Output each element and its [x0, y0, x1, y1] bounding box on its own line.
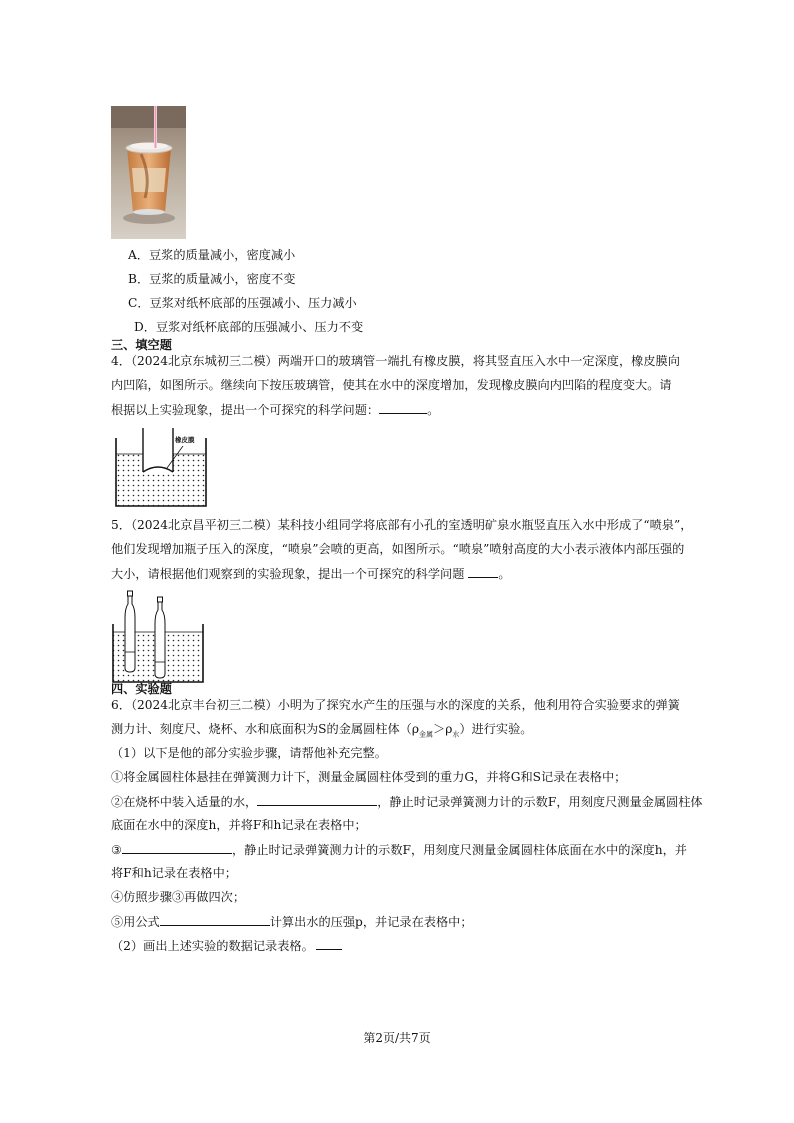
q4-tube-figure	[111, 428, 211, 508]
q3-option-c: C．豆浆对纸杯底部的压强减小、压力减小	[128, 296, 357, 310]
q6-step-5	[111, 913, 473, 930]
q4-line-3	[111, 401, 439, 418]
q4-line-2: 内凹陷，如图所示。继续向下按压玻璃管，使其在水中的深度增加，发现橡皮膜向内凹陷的程度变大。请	[111, 378, 672, 392]
q6-step-3	[111, 841, 687, 858]
q6-step-2-text: ②在烧杯中装入适量的水，	[111, 795, 258, 809]
q6-step-2-end: ，静止时记录弹簧测力计的示数F，用刻度尺测量金属圆柱体	[377, 795, 703, 809]
rho-water-subscript: 水	[452, 730, 460, 739]
q6-line-1: 6．（2024北京丰台初三二模）小明为了探究水产生的压强与水的深度的关系，他利用符合实验要求的弹簧	[111, 698, 680, 712]
q6-line-2-text: 测力计、刻度尺、烧杯、水和底面积为S的金属圆柱体（ρ	[111, 722, 420, 736]
rho-metal-subscript: 金属	[419, 730, 434, 739]
q6-step-3-end: ，静止时记录弹簧测力计的示数F，用刻度尺测量金属圆柱体底面在水中的深度h，并	[231, 843, 687, 857]
q6-line-2-end: ）进行实验。	[459, 722, 533, 736]
q6-step-3-blank[interactable]	[122, 841, 232, 854]
q6-table-blank[interactable]	[316, 937, 342, 950]
section-4-heading: 四、实验题	[111, 682, 172, 696]
q6-step-5-end: 计算出水的压强p，并记录在表格中；	[269, 915, 473, 929]
q6-step-5-text: ⑤用公式	[111, 915, 160, 929]
page-number: 第2页/共7页	[363, 1031, 431, 1045]
q5-line-3-end: 。	[498, 567, 511, 581]
q3-option-b: B．豆浆的质量减小，密度不变	[128, 272, 296, 286]
q6-part-2	[111, 937, 342, 954]
q3-option-d: D．豆浆对纸杯底部的压强减小、压力不变	[134, 320, 364, 334]
q6-step-3-marker: ③	[111, 843, 122, 857]
q5-answer-blank[interactable]	[468, 565, 498, 578]
q6-step-1: ①将金属圆柱体悬挂在弹簧测力计下，测量金属圆柱体受到的重力G，并将G和S记录在表格中；	[111, 770, 627, 784]
q6-step-5-blank[interactable]	[160, 913, 270, 926]
q4-line-3-end: 。	[427, 403, 440, 417]
q5-line-1: 5．（2024北京昌平初三二模）某科技小组同学将底部有小孔的室透明矿泉水瓶竖直压入水中形成了“喷泉”，	[111, 518, 693, 532]
q4-line-1: 4．（2024北京东城初三二模）两端开口的玻璃管一端扎有橡皮膜，将其竖直压入水中一定深度，橡皮膜向	[111, 354, 680, 368]
soymilk-cup-photo	[111, 106, 186, 239]
q6-part-1: （1）以下是他的部分实验步骤，请帮他补充完整。	[111, 746, 387, 760]
q5-line-2: 他们发现增加瓶子压入的深度，“喷泉”会喷的更高，如图所示。“喷泉”喷射高度的大小表示液体内部压强的	[111, 542, 685, 556]
q6-step-2-blank[interactable]	[257, 793, 377, 806]
q6-step-2	[111, 793, 703, 810]
q6-line-2	[111, 721, 533, 742]
section-3-heading: 三、填空题	[111, 338, 172, 352]
q5-bottles-figure	[111, 588, 206, 684]
q3-option-a: A．豆浆的质量减小，密度减小	[128, 248, 296, 262]
q4-line-3-text: 根据以上实验现象，提出一个可探究的科学问题：	[111, 403, 380, 417]
q6-part-2-text: （2）画出上述实验的数据记录表格。	[111, 939, 314, 953]
q5-line-3	[111, 565, 511, 582]
q5-line-3-text: 大小，请根据他们观察到的实验现象，提出一个可探究的科学问题	[111, 567, 469, 581]
q6-step-4: ④仿照步骤③再做四次；	[111, 890, 246, 904]
q4-answer-blank[interactable]	[379, 401, 427, 414]
q6-step-2-line-2: 底面在水中的深度h，并将F和h记录在表格中；	[111, 818, 367, 832]
rubber-membrane-label: 橡皮膜	[175, 436, 195, 444]
greater-than-rho: ＞ρ	[433, 722, 453, 736]
q6-step-3-line-2: 将F和h记录在表格中；	[111, 866, 237, 880]
